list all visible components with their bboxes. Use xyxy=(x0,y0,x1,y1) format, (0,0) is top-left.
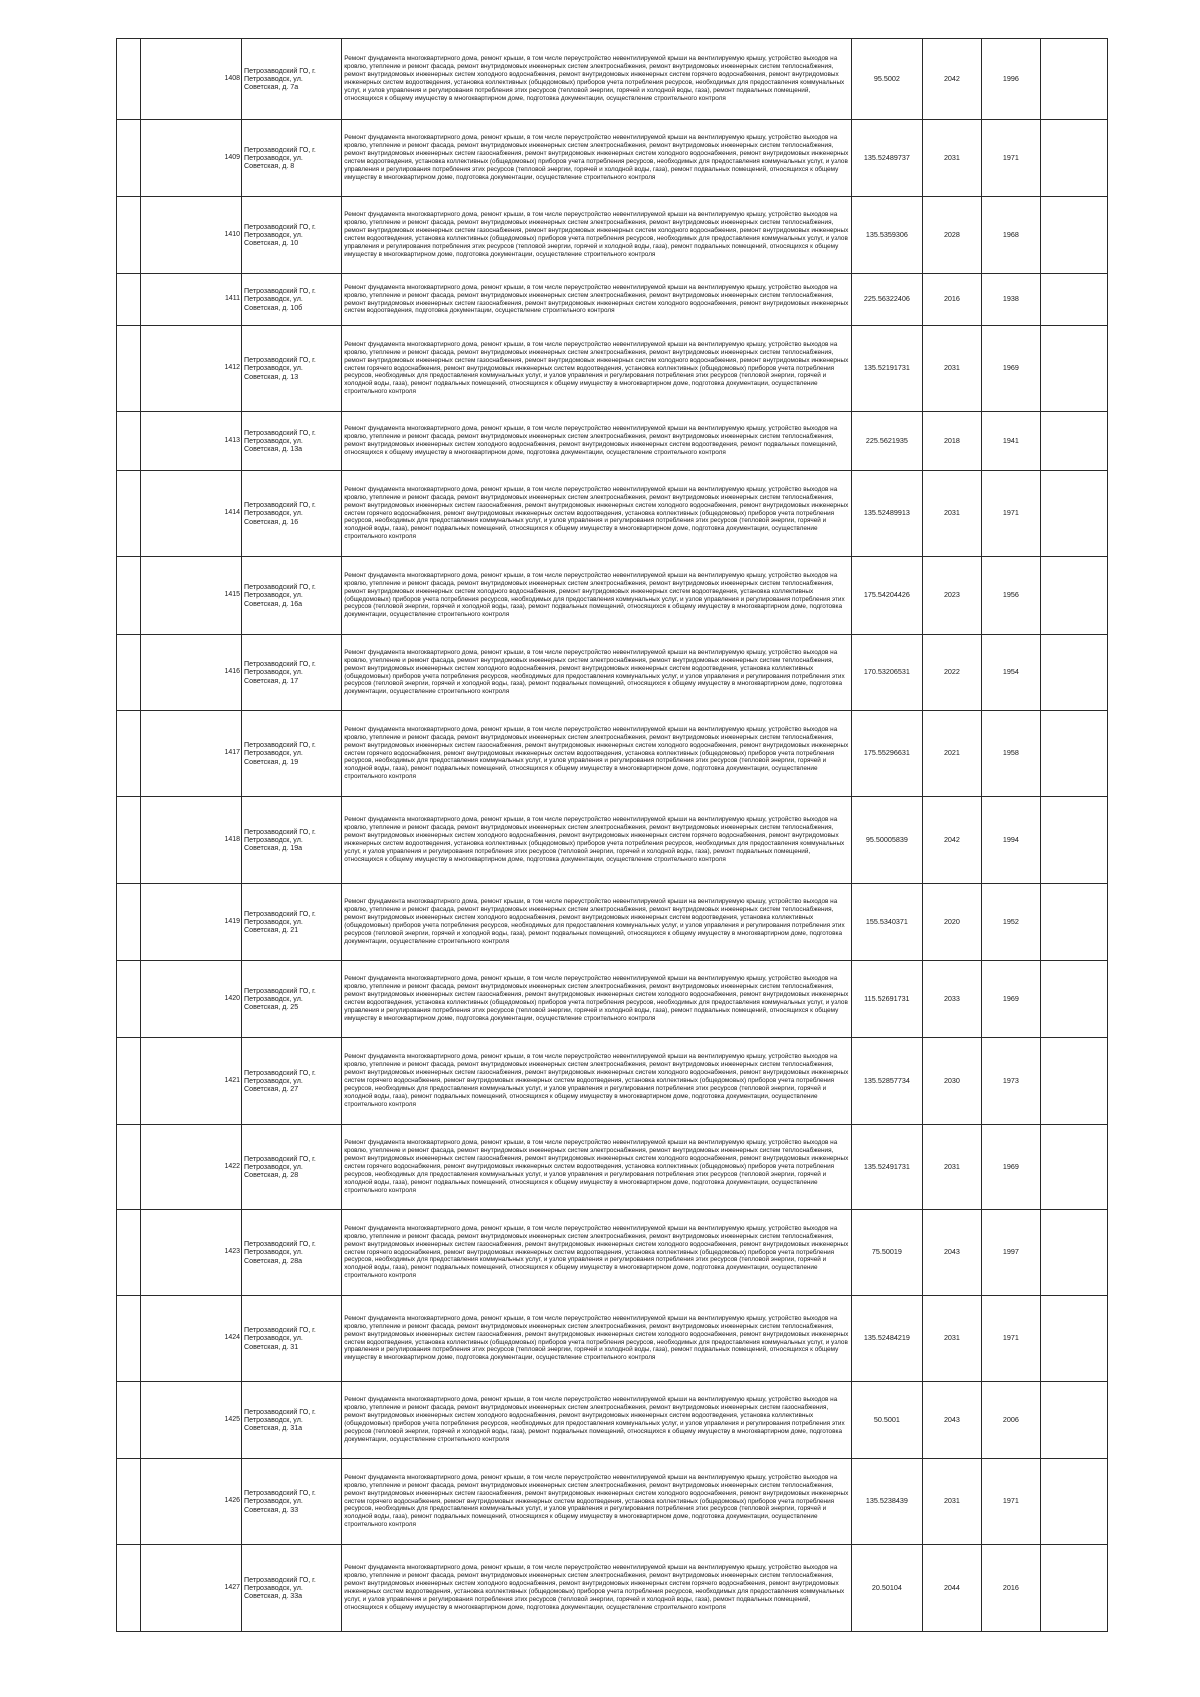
built-year-cell: 1938 xyxy=(981,274,1040,326)
empty-cell xyxy=(117,797,141,884)
empty-cell xyxy=(1040,1382,1107,1459)
wear-cell: 170.53206531 xyxy=(851,635,922,711)
empty-cell xyxy=(1040,326,1107,412)
address-cell: Петрозаводский ГО, г. Петрозаводск, ул. Советская, д. 13 xyxy=(242,326,342,412)
wear-cell: 135.5359306 xyxy=(851,197,922,274)
built-year-cell: 1994 xyxy=(981,797,1040,884)
table-row xyxy=(117,471,1108,557)
empty-cell xyxy=(1040,1125,1107,1210)
built-year-cell: 1941 xyxy=(981,412,1040,471)
empty-cell xyxy=(117,1125,141,1210)
built-year-cell: 1969 xyxy=(981,961,1040,1038)
works-cell: Ремонт фундамента многоквартирного дома, ремонт крыши, в том числе переустройство невентилируемой крыши на вентилируемую крышу, устройство выходов на кровлю, утепление и ремонт фасада, ремонт внутридомовых инженерных систем электроснабжения, ремонт внутридомовых инженерных систем теплоснабжения, ремонт внутридомовых инженерных систем газоснабжения, ремонт внутридомовых инженерных систем холодного водоснабжения, ремонт внутридомовых инженерных систем водоотведения, подготовка документации, осуществление строительного контроля xyxy=(342,274,851,326)
empty-cell xyxy=(1040,39,1107,120)
wear-cell: 135.52857734 xyxy=(851,1038,922,1125)
year-cell: 2023 xyxy=(923,557,982,635)
works-cell: Ремонт фундамента многоквартирного дома, ремонт крыши, в том числе переустройство невентилируемой крыши на вентилируемую крышу, устройство выходов на кровлю, утепление и ремонт фасада, ремонт внутридомовых инженерных систем электроснабжения, ремонт внутридомовых инженерных систем теплоснабжения, ремонт внутридомовых инженерных систем холодного водоснабжения, ремонт внутридомовых инженерных систем горячего водоснабжения, ремонт внутридомовых инженерных систем водоотведения, установка коллективных (общедомовых) приборов учета потребления ресурсов, необходимых для предоставления коммунальных услуг, и узлов управления и регулирования потребления этих ресурсов (тепловой энергии, горячей и холодной воды, газа), ремонт подвальных помещений, относящихся к общему имуществу в многоквартирном доме, подготовка документации, осуществление строительного контроля xyxy=(342,1545,851,1632)
built-year-cell: 1952 xyxy=(981,884,1040,961)
wear-cell: 135.52491731 xyxy=(851,1125,922,1210)
empty-cell xyxy=(117,197,141,274)
wear-cell: 135.5238439 xyxy=(851,1459,922,1545)
year-cell: 2031 xyxy=(923,1459,982,1545)
wear-cell: 175.55296631 xyxy=(851,711,922,797)
empty-cell xyxy=(117,1545,141,1632)
works-cell: Ремонт фундамента многоквартирного дома, ремонт крыши, в том числе переустройство невентилируемой крыши на вентилируемую крышу, устройство выходов на кровлю, утепление и ремонт фасада, ремонт внутридомовых инженерных систем электроснабжения, ремонт внутридомовых инженерных систем теплоснабжения, ремонт внутридомовых инженерных систем холодного водоснабжения, ремонт внутридомовых инженерных систем горячего водоснабжения, ремонт внутридомовых инженерных систем водоотведения, установка коллективных (общедомовых) приборов учета потребления ресурсов, необходимых для предоставления коммунальных услуг, и узлов управления и регулирования потребления этих ресурсов (тепловой энергии, горячей и холодной воды, газа), ремонт подвальных помещений, относящихся к общему имуществу в многоквартирном доме, подготовка документации, осуществление строительного контроля xyxy=(342,797,851,884)
empty-cell xyxy=(1040,274,1107,326)
empty-cell xyxy=(117,274,141,326)
wear-cell: 135.52484219 xyxy=(851,1296,922,1382)
address-cell: Петрозаводский ГО, г. Петрозаводск, ул. Советская, д. 7а xyxy=(242,39,342,120)
table-row xyxy=(117,1382,1108,1459)
address-cell: Петрозаводский ГО, г. Петрозаводск, ул. Советская, д. 28 xyxy=(242,1125,342,1210)
address-cell: Петрозаводский ГО, г. Петрозаводск, ул. Советская, д. 19 xyxy=(242,711,342,797)
empty-cell xyxy=(1040,797,1107,884)
table-row xyxy=(117,884,1108,961)
wear-cell: 95.50005839 xyxy=(851,797,922,884)
wear-cell: 135.52489737 xyxy=(851,120,922,197)
address-cell: Петрозаводский ГО, г. Петрозаводск, ул. Советская, д. 17 xyxy=(242,635,342,711)
row-number: 1417 xyxy=(140,711,241,797)
built-year-cell: 1973 xyxy=(981,1038,1040,1125)
built-year-cell: 1968 xyxy=(981,197,1040,274)
row-number: 1427 xyxy=(140,1545,241,1632)
table-row xyxy=(117,1038,1108,1125)
built-year-cell: 1971 xyxy=(981,471,1040,557)
built-year-cell: 1954 xyxy=(981,635,1040,711)
row-number: 1419 xyxy=(140,884,241,961)
empty-cell xyxy=(117,1296,141,1382)
built-year-cell: 1996 xyxy=(981,39,1040,120)
address-cell: Петрозаводский ГО, г. Петрозаводск, ул. Советская, д. 21 xyxy=(242,884,342,961)
works-cell: Ремонт фундамента многоквартирного дома, ремонт крыши, в том числе переустройство невентилируемой крыши на вентилируемую крышу, устройство выходов на кровлю, утепление и ремонт фасада, ремонт внутридомовых инженерных систем электроснабжения, ремонт внутридомовых инженерных систем теплоснабжения, ремонт внутридомовых инженерных систем газоснабжения, ремонт внутридомовых инженерных систем холодного водоснабжения, ремонт внутридомовых инженерных систем водоотведения, установка коллективных (общедомовых) приборов учета потребления ресурсов, необходимых для предоставления коммунальных услуг, и узлов управления и регулирования потребления этих ресурсов (тепловой энергии, горячей и холодной воды, газа), ремонт подвальных помещений, относящихся к общему имуществу в многоквартирном доме, подготовка документации, осуществление строительного контроля xyxy=(342,120,851,197)
address-cell: Петрозаводский ГО, г. Петрозаводск, ул. Советская, д. 27 xyxy=(242,1038,342,1125)
works-cell: Ремонт фундамента многоквартирного дома, ремонт крыши, в том числе переустройство невентилируемой крыши на вентилируемую крышу, устройство выходов на кровлю, утепление и ремонт фасада, ремонт внутридомовых инженерных систем электроснабжения, ремонт внутридомовых инженерных систем теплоснабжения, ремонт внутридомовых инженерных систем газоснабжения, ремонт внутридомовых инженерных систем холодного водоснабжения, ремонт внутридомовых инженерных систем горячего водоснабжения, ремонт внутридомовых инженерных систем водоотведения, установка коллективных (общедомовых) приборов учета потребления ресурсов, необходимых для предоставления коммунальных услуг, и узлов управления и регулирования потребления этих ресурсов (тепловой энергии, горячей и холодной воды, газа), ремонт подвальных помещений, относящихся к общему имуществу в многоквартирном доме, подготовка документации, осуществление строительного контроля xyxy=(342,1125,851,1210)
built-year-cell: 1971 xyxy=(981,120,1040,197)
address-cell: Петрозаводский ГО, г. Петрозаводск, ул. Советская, д. 33а xyxy=(242,1545,342,1632)
empty-cell xyxy=(117,120,141,197)
wear-cell: 135.52489913 xyxy=(851,471,922,557)
empty-cell xyxy=(1040,471,1107,557)
empty-cell xyxy=(1040,1459,1107,1545)
row-number: 1423 xyxy=(140,1210,241,1296)
empty-cell xyxy=(1040,1296,1107,1382)
year-cell: 2031 xyxy=(923,120,982,197)
empty-cell xyxy=(1040,120,1107,197)
year-cell: 2042 xyxy=(923,39,982,120)
year-cell: 2030 xyxy=(923,1038,982,1125)
address-cell: Петрозаводский ГО, г. Петрозаводск, ул. Советская, д. 16 xyxy=(242,471,342,557)
table-row xyxy=(117,635,1108,711)
works-cell: Ремонт фундамента многоквартирного дома, ремонт крыши, в том числе переустройство невентилируемой крыши на вентилируемую крышу, устройство выходов на кровлю, утепление и ремонт фасада, ремонт внутридомовых инженерных систем электроснабжения, ремонт внутридомовых инженерных систем теплоснабжения, ремонт внутридомовых инженерных систем холодного водоснабжения, ремонт внутридомовых инженерных систем водоотведения, ремонт подвальных помещений, относящихся к общему имуществу в многоквартирном доме, подготовка документации, осуществление строительного контроля xyxy=(342,412,851,471)
address-cell: Петрозаводский ГО, г. Петрозаводск, ул. Советская, д. 25 xyxy=(242,961,342,1038)
year-cell: 2031 xyxy=(923,1125,982,1210)
built-year-cell: 1956 xyxy=(981,557,1040,635)
empty-cell xyxy=(1040,961,1107,1038)
row-number: 1415 xyxy=(140,557,241,635)
year-cell: 2043 xyxy=(923,1210,982,1296)
empty-cell xyxy=(117,1038,141,1125)
row-number: 1422 xyxy=(140,1125,241,1210)
wear-cell: 75.50019 xyxy=(851,1210,922,1296)
table-row xyxy=(117,961,1108,1038)
wear-cell: 20.50104 xyxy=(851,1545,922,1632)
row-number: 1418 xyxy=(140,797,241,884)
year-cell: 2028 xyxy=(923,197,982,274)
address-cell: Петрозаводский ГО, г. Петрозаводск, ул. Советская, д. 10б xyxy=(242,274,342,326)
built-year-cell: 1958 xyxy=(981,711,1040,797)
empty-cell xyxy=(117,884,141,961)
address-cell: Петрозаводский ГО, г. Петрозаводск, ул. Советская, д. 13а xyxy=(242,412,342,471)
year-cell: 2022 xyxy=(923,635,982,711)
empty-cell xyxy=(117,1459,141,1545)
table-body xyxy=(117,39,1108,1632)
row-number: 1416 xyxy=(140,635,241,711)
table-row xyxy=(117,1545,1108,1632)
empty-cell xyxy=(117,711,141,797)
works-cell: Ремонт фундамента многоквартирного дома, ремонт крыши, в том числе переустройство невентилируемой крыши на вентилируемую крышу, устройство выходов на кровлю, утепление и ремонт фасада, ремонт внутридомовых инженерных систем электроснабжения, ремонт внутридомовых инженерных систем теплоснабжения, ремонт внутридомовых инженерных систем холодного водоснабжения, ремонт внутридомовых инженерных систем водоотведения, установка коллективных (общедомовых) приборов учета потребления ресурсов, необходимых для предоставления коммунальных услуг, и узлов управления и регулирования потребления этих ресурсов (тепловой энергии, горячей и холодной воды, газа), ремонт подвальных помещений, относящихся к общему имуществу в многоквартирном доме, подготовка документации, осуществление строительного контроля xyxy=(342,557,851,635)
empty-cell xyxy=(1040,197,1107,274)
built-year-cell: 1997 xyxy=(981,1210,1040,1296)
table-row xyxy=(117,557,1108,635)
works-cell: Ремонт фундамента многоквартирного дома, ремонт крыши, в том числе переустройство невентилируемой крыши на вентилируемую крышу, устройство выходов на кровлю, утепление и ремонт фасада, ремонт внутридомовых инженерных систем электроснабжения, ремонт внутридомовых инженерных систем теплоснабжения, ремонт внутридомовых инженерных систем газоснабжения, ремонт внутридомовых инженерных систем холодного водоснабжения, ремонт внутридомовых инженерных систем водоотведения, установка коллективных (общедомовых) приборов учета потребления ресурсов, необходимых для предоставления коммунальных услуг, и узлов управления и регулирования потребления этих ресурсов (тепловой энергии, горячей и холодной воды, газа), ремонт подвальных помещений, относящихся к общему имуществу в многоквартирном доме, подготовка документации, осуществление строительного контроля xyxy=(342,197,851,274)
year-cell: 2042 xyxy=(923,797,982,884)
works-cell: Ремонт фундамента многоквартирного дома, ремонт крыши, в том числе переустройство невентилируемой крыши на вентилируемую крышу, устройство выходов на кровлю, утепление и ремонт фасада, ремонт внутридомовых инженерных систем электроснабжения, ремонт внутридомовых инженерных систем теплоснабжения, ремонт внутридомовых инженерных систем холодного водоснабжения, ремонт внутридомовых инженерных систем водоотведения, установка коллективных (общедомовых) приборов учета потребления ресурсов, необходимых для предоставления коммунальных услуг, и узлов управления и регулирования потребления этих ресурсов (тепловой энергии, горячей и холодной воды, газа), ремонт подвальных помещений, относящихся к общему имуществу в многоквартирном доме, подготовка документации, осуществление строительного контроля xyxy=(342,884,851,961)
works-cell: Ремонт фундамента многоквартирного дома, ремонт крыши, в том числе переустройство невентилируемой крыши на вентилируемую крышу, устройство выходов на кровлю, утепление и ремонт фасада, ремонт внутридомовых инженерных систем электроснабжения, ремонт внутридомовых инженерных систем теплоснабжения, ремонт внутридомовых инженерных систем газоснабжения, ремонт внутридомовых инженерных систем холодного водоснабжения, ремонт внутридомовых инженерных систем водоотведения, установка коллективных (общедомовых) приборов учета потребления ресурсов, необходимых для предоставления коммунальных услуг, и узлов управления и регулирования потребления этих ресурсов (тепловой энергии, горячей и холодной воды, газа), ремонт подвальных помещений, относящихся к общему имуществу в многоквартирном доме, подготовка документации, осуществление строительного контроля xyxy=(342,961,851,1038)
empty-cell xyxy=(1040,412,1107,471)
built-year-cell: 1971 xyxy=(981,1459,1040,1545)
year-cell: 2043 xyxy=(923,1382,982,1459)
wear-cell: 175.54204426 xyxy=(851,557,922,635)
table-row xyxy=(117,711,1108,797)
built-year-cell: 1969 xyxy=(981,326,1040,412)
row-number: 1408 xyxy=(140,39,241,120)
works-cell: Ремонт фундамента многоквартирного дома, ремонт крыши, в том числе переустройство невентилируемой крыши на вентилируемую крышу, устройство выходов на кровлю, утепление и ремонт фасада, ремонт внутридомовых инженерных систем электроснабжения, ремонт внутридомовых инженерных систем теплоснабжения, ремонт внутридомовых инженерных систем газоснабжения, ремонт внутридомовых инженерных систем холодного водоснабжения, ремонт внутридомовых инженерных систем водоотведения, установка коллективных (общедомовых) приборов учета потребления ресурсов, необходимых для предоставления коммунальных услуг, и узлов управления и регулирования потребления этих ресурсов (тепловой энергии, горячей и холодной воды, газа), ремонт подвальных помещений, относящихся к общему имуществу в многоквартирном доме, подготовка документации, осуществление строительного контроля xyxy=(342,1296,851,1382)
works-cell: Ремонт фундамента многоквартирного дома, ремонт крыши, в том числе переустройство невентилируемой крыши на вентилируемую крышу, устройство выходов на кровлю, утепление и ремонт фасада, ремонт внутридомовых инженерных систем электроснабжения, ремонт внутридомовых инженерных систем теплоснабжения, ремонт внутридомовых инженерных систем газоснабжения, ремонт внутридомовых инженерных систем холодного водоснабжения, ремонт внутридомовых инженерных систем горячего водоснабжения, ремонт внутридомовых инженерных систем водоотведения, установка коллективных (общедомовых) приборов учета потребления ресурсов, необходимых для предоставления коммунальных услуг, и узлов управления и регулирования потребления этих ресурсов (тепловой энергии, горячей и холодной воды, газа), ремонт подвальных помещений, относящихся к общему имуществу в многоквартирном доме, подготовка документации, осуществление строительного контроля xyxy=(342,1459,851,1545)
address-cell: Петрозаводский ГО, г. Петрозаводск, ул. Советская, д. 28а xyxy=(242,1210,342,1296)
row-number: 1420 xyxy=(140,961,241,1038)
wear-cell: 225.5621935 xyxy=(851,412,922,471)
capital-repair-table xyxy=(116,38,1108,1632)
empty-cell xyxy=(117,39,141,120)
works-cell: Ремонт фундамента многоквартирного дома, ремонт крыши, в том числе переустройство невентилируемой крыши на вентилируемую крышу, устройство выходов на кровлю, утепление и ремонт фасада, ремонт внутридомовых инженерных систем электроснабжения, ремонт внутридомовых инженерных систем газоснабжения, ремонт внутридомовых инженерных систем холодного водоснабжения, ремонт внутридомовых инженерных систем водоотведения, установка коллективных (общедомовых) приборов учета потребления ресурсов, необходимых для предоставления коммунальных услуг, и узлов управления и регулирования потребления этих ресурсов (тепловой энергии, горячей и холодной воды, газа), ремонт подвальных помещений, относящихся к общему имуществу в многоквартирном доме, подготовка документации, осуществление строительного контроля xyxy=(342,1382,851,1459)
table-row xyxy=(117,197,1108,274)
year-cell: 2031 xyxy=(923,471,982,557)
empty-cell xyxy=(117,1382,141,1459)
address-cell: Петрозаводский ГО, г. Петрозаводск, ул. Советская, д. 33 xyxy=(242,1459,342,1545)
address-cell: Петрозаводский ГО, г. Петрозаводск, ул. Советская, д. 19а xyxy=(242,797,342,884)
row-number: 1412 xyxy=(140,326,241,412)
wear-cell: 135.52191731 xyxy=(851,326,922,412)
empty-cell xyxy=(117,1210,141,1296)
row-number: 1421 xyxy=(140,1038,241,1125)
empty-cell xyxy=(1040,635,1107,711)
address-cell: Петрозаводский ГО, г. Петрозаводск, ул. Советская, д. 10 xyxy=(242,197,342,274)
address-cell: Петрозаводский ГО, г. Петрозаводск, ул. Советская, д. 31а xyxy=(242,1382,342,1459)
table-row xyxy=(117,797,1108,884)
address-cell: Петрозаводский ГО, г. Петрозаводск, ул. Советская, д. 8 xyxy=(242,120,342,197)
empty-cell xyxy=(1040,711,1107,797)
works-cell: Ремонт фундамента многоквартирного дома, ремонт крыши, в том числе переустройство невентилируемой крыши на вентилируемую крышу, устройство выходов на кровлю, утепление и ремонт фасада, ремонт внутридомовых инженерных систем электроснабжения, ремонт внутридомовых инженерных систем теплоснабжения, ремонт внутридомовых инженерных систем газоснабжения, ремонт внутридомовых инженерных систем холодного водоснабжения, ремонт внутридомовых инженерных систем горячего водоснабжения, ремонт внутридомовых инженерных систем водоотведения, установка коллективных (общедомовых) приборов учета потребления ресурсов, необходимых для предоставления коммунальных услуг, и узлов управления и регулирования потребления этих ресурсов (тепловой энергии, горячей и холодной воды, газа), ремонт подвальных помещений, относящихся к общему имуществу в многоквартирном доме, подготовка документации, осуществление строительного контроля xyxy=(342,1210,851,1296)
row-number: 1411 xyxy=(140,274,241,326)
built-year-cell: 1969 xyxy=(981,1125,1040,1210)
table-row xyxy=(117,1210,1108,1296)
row-number: 1424 xyxy=(140,1296,241,1382)
row-number: 1414 xyxy=(140,471,241,557)
empty-cell xyxy=(117,412,141,471)
row-number: 1426 xyxy=(140,1459,241,1545)
row-number: 1409 xyxy=(140,120,241,197)
table-row xyxy=(117,326,1108,412)
year-cell: 2031 xyxy=(923,326,982,412)
empty-cell xyxy=(117,557,141,635)
row-number: 1413 xyxy=(140,412,241,471)
wear-cell: 155.5340371 xyxy=(851,884,922,961)
works-cell: Ремонт фундамента многоквартирного дома, ремонт крыши, в том числе переустройство невентилируемой крыши на вентилируемую крышу, устройство выходов на кровлю, утепление и ремонт фасада, ремонт внутридомовых инженерных систем электроснабжения, ремонт внутридомовых инженерных систем теплоснабжения, ремонт внутридомовых инженерных систем холодного водоснабжения, ремонт внутридомовых инженерных систем горячего водоснабжения, ремонт внутридомовых инженерных систем водоотведения, установка коллективных (общедомовых) приборов учета потребления ресурсов, необходимых для предоставления коммунальных услуг, и узлов управления и регулирования потребления этих ресурсов (тепловой энергии, горячей и холодной воды, газа), ремонт подвальных помещений, относящихся к общему имуществу в многоквартирном доме, подготовка документации, осуществление строительного контроля xyxy=(342,39,851,120)
wear-cell: 225.56322406 xyxy=(851,274,922,326)
wear-cell: 50.5001 xyxy=(851,1382,922,1459)
year-cell: 2020 xyxy=(923,884,982,961)
year-cell: 2033 xyxy=(923,961,982,1038)
table-row xyxy=(117,1125,1108,1210)
year-cell: 2016 xyxy=(923,274,982,326)
table-row xyxy=(117,120,1108,197)
empty-cell xyxy=(1040,1545,1107,1632)
table-row xyxy=(117,39,1108,120)
year-cell: 2031 xyxy=(923,1296,982,1382)
wear-cell: 115.52691731 xyxy=(851,961,922,1038)
empty-cell xyxy=(1040,557,1107,635)
empty-cell xyxy=(1040,884,1107,961)
works-cell: Ремонт фундамента многоквартирного дома, ремонт крыши, в том числе переустройство невентилируемой крыши на вентилируемую крышу, устройство выходов на кровлю, утепление и ремонт фасада, ремонт внутридомовых инженерных систем электроснабжения, ремонт внутридомовых инженерных систем теплоснабжения, ремонт внутридомовых инженерных систем холодного водоснабжения, ремонт внутридомовых инженерных систем водоотведения, установка коллективных (общедомовых) приборов учета потребления ресурсов, необходимых для предоставления коммунальных услуг, и узлов управления и регулирования потребления этих ресурсов (тепловой энергии, горячей и холодной воды, газа), ремонт подвальных помещений, относящихся к общему имуществу в многоквартирном доме, подготовка документации, осуществление строительного контроля xyxy=(342,635,851,711)
wear-cell: 95.5002 xyxy=(851,39,922,120)
empty-cell xyxy=(1040,1210,1107,1296)
row-number: 1410 xyxy=(140,197,241,274)
address-cell: Петрозаводский ГО, г. Петрозаводск, ул. Советская, д. 31 xyxy=(242,1296,342,1382)
works-cell: Ремонт фундамента многоквартирного дома, ремонт крыши, в том числе переустройство невентилируемой крыши на вентилируемую крышу, устройство выходов на кровлю, утепление и ремонт фасада, ремонт внутридомовых инженерных систем электроснабжения, ремонт внутридомовых инженерных систем теплоснабжения, ремонт внутридомовых инженерных систем газоснабжения, ремонт внутридомовых инженерных систем холодного водоснабжения, ремонт внутридомовых инженерных систем горячего водоснабжения, ремонт внутридомовых инженерных систем водоотведения, установка коллективных (общедомовых) приборов учета потребления ресурсов, необходимых для предоставления коммунальных услуг, и узлов управления и регулирования потребления этих ресурсов (тепловой энергии, горячей и холодной воды, газа), ремонт подвальных помещений, относящихся к общему имуществу в многоквартирном доме, подготовка документации, осуществление строительного контроля xyxy=(342,471,851,557)
table-row xyxy=(117,412,1108,471)
table-row xyxy=(117,274,1108,326)
works-cell: Ремонт фундамента многоквартирного дома, ремонт крыши, в том числе переустройство невентилируемой крыши на вентилируемую крышу, устройство выходов на кровлю, утепление и ремонт фасада, ремонт внутридомовых инженерных систем электроснабжения, ремонт внутридомовых инженерных систем теплоснабжения, ремонт внутридомовых инженерных систем газоснабжения, ремонт внутридомовых инженерных систем холодного водоснабжения, ремонт внутридомовых инженерных систем горячего водоснабжения, ремонт внутридомовых инженерных систем водоотведения, установка коллективных (общедомовых) приборов учета потребления ресурсов, необходимых для предоставления коммунальных услуг, и узлов управления и регулирования потребления этих ресурсов (тепловой энергии, горячей и холодной воды, газа), ремонт подвальных помещений, относящихся к общему имуществу в многоквартирном доме, подготовка документации, осуществление строительного контроля xyxy=(342,326,851,412)
empty-cell xyxy=(117,961,141,1038)
built-year-cell: 2016 xyxy=(981,1545,1040,1632)
works-cell: Ремонт фундамента многоквартирного дома, ремонт крыши, в том числе переустройство невентилируемой крыши на вентилируемую крышу, устройство выходов на кровлю, утепление и ремонт фасада, ремонт внутридомовых инженерных систем электроснабжения, ремонт внутридомовых инженерных систем теплоснабжения, ремонт внутридомовых инженерных систем газоснабжения, ремонт внутридомовых инженерных систем холодного водоснабжения, ремонт внутридомовых инженерных систем горячего водоснабжения, ремонт внутридомовых инженерных систем водоотведения, установка коллективных (общедомовых) приборов учета потребления ресурсов, необходимых для предоставления коммунальных услуг, и узлов управления и регулирования потребления этих ресурсов (тепловой энергии, горячей и холодной воды, газа), ремонт подвальных помещений, относящихся к общему имуществу в многоквартирном доме, подготовка документации, осуществление строительного контроля xyxy=(342,1038,851,1125)
row-number: 1425 xyxy=(140,1382,241,1459)
year-cell: 2018 xyxy=(923,412,982,471)
empty-cell xyxy=(1040,1038,1107,1125)
address-cell: Петрозаводский ГО, г. Петрозаводск, ул. Советская, д. 16а xyxy=(242,557,342,635)
year-cell: 2044 xyxy=(923,1545,982,1632)
built-year-cell: 1971 xyxy=(981,1296,1040,1382)
empty-cell xyxy=(117,635,141,711)
table-row xyxy=(117,1296,1108,1382)
year-cell: 2021 xyxy=(923,711,982,797)
built-year-cell: 2006 xyxy=(981,1382,1040,1459)
works-cell: Ремонт фундамента многоквартирного дома, ремонт крыши, в том числе переустройство невентилируемой крыши на вентилируемую крышу, устройство выходов на кровлю, утепление и ремонт фасада, ремонт внутридомовых инженерных систем электроснабжения, ремонт внутридомовых инженерных систем теплоснабжения, ремонт внутридомовых инженерных систем газоснабжения, ремонт внутридомовых инженерных систем холодного водоснабжения, ремонт внутридомовых инженерных систем горячего водоснабжения, ремонт внутридомовых инженерных систем водоотведения, установка коллективных (общедомовых) приборов учета потребления ресурсов, необходимых для предоставления коммунальных услуг, и узлов управления и регулирования потребления этих ресурсов (тепловой энергии, горячей и холодной воды, газа), ремонт подвальных помещений, относящихся к общему имуществу в многоквартирном доме, подготовка документации, осуществление строительного контроля xyxy=(342,711,851,797)
table-row xyxy=(117,1459,1108,1545)
empty-cell xyxy=(117,471,141,557)
empty-cell xyxy=(117,326,141,412)
